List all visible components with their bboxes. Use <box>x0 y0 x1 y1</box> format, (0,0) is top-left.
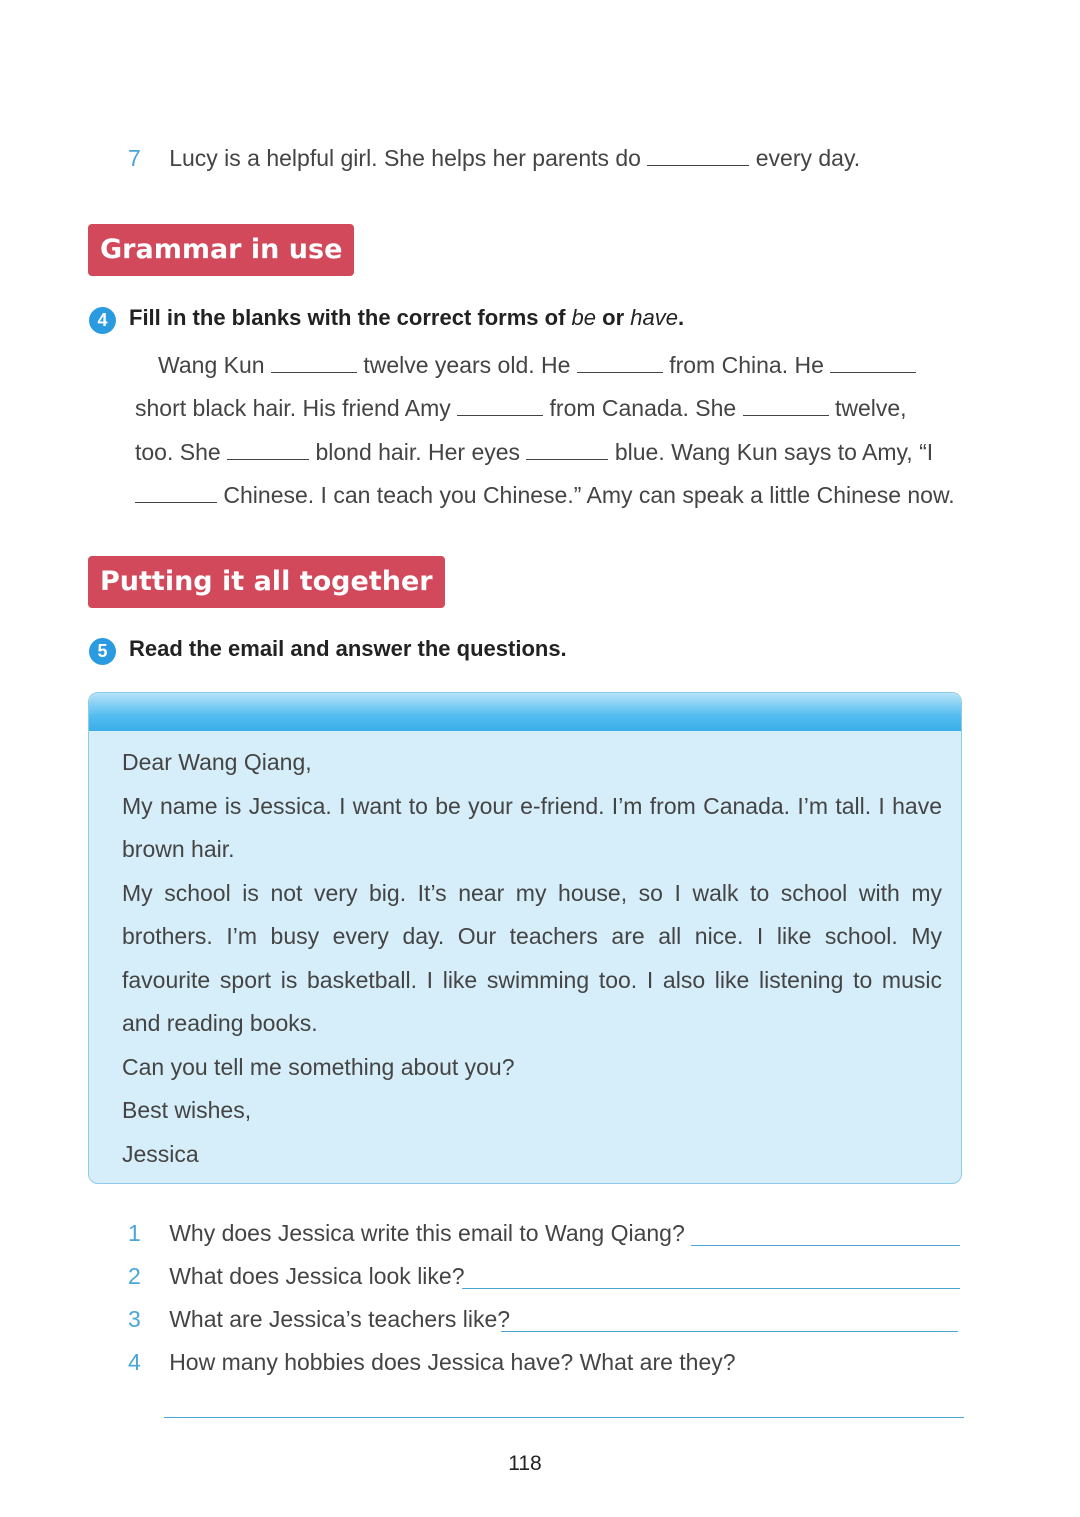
exercise-instruction: Read the email and answer the questions. <box>129 636 567 661</box>
email-paragraph: My name is Jessica. I want to be your e-friend. I’m from Canada. I’m tall. I have brown hair. <box>122 792 942 862</box>
passage-text: from China. He <box>669 352 824 378</box>
question-number: 2 <box>128 1263 141 1289</box>
passage-text: Chinese. I can teach you Chinese.” Amy can speak a little Chinese now. <box>223 482 955 508</box>
passage-text: from Canada. She <box>549 395 737 421</box>
question-text: What does Jessica look like? <box>169 1263 465 1289</box>
email-header-bar <box>89 693 961 731</box>
answer-line[interactable] <box>462 1287 960 1289</box>
passage-text: blond hair. Her eyes <box>315 439 521 465</box>
passage-text: blue. Wang Kun says to Amy, “I <box>614 439 934 465</box>
question-number: 4 <box>128 1349 141 1375</box>
passage-text: twelve years old. He <box>363 352 571 378</box>
section-tag-putting-together: Putting it all together <box>88 556 445 608</box>
answer-line[interactable] <box>691 1244 960 1246</box>
answer-blank[interactable] <box>526 458 608 460</box>
email-paragraph: My school is not very big. It’s near my house, so I walk to school with my brothers. I’m busy every day. Our teachers are all nice. I like school. My favourite sport is basketball. I like swimming too. I also like listening to music and reading books. <box>122 879 942 1036</box>
item-number: 7 <box>128 145 141 171</box>
instruction-text: Fill in the blanks with the correct forms of <box>129 305 566 330</box>
word-or: or <box>602 305 625 330</box>
passage-line-2 <box>135 395 907 422</box>
passage-line-3 <box>135 439 933 466</box>
passage-text: short black hair. His friend Amy <box>135 395 451 421</box>
email-signature: Jessica <box>122 1140 199 1167</box>
question-1 <box>128 1220 685 1247</box>
answer-line[interactable] <box>501 1330 958 1332</box>
item-7 <box>128 145 860 172</box>
answer-blank[interactable] <box>577 371 663 373</box>
answer-blank[interactable] <box>271 371 357 373</box>
question-number: 1 <box>128 1220 141 1246</box>
question-text: Why does Jessica write this email to Wang Qiang? <box>169 1220 685 1246</box>
question-3 <box>128 1306 510 1333</box>
passage-text: twelve, <box>834 395 907 421</box>
item-text-before: Lucy is a helpful girl. She helps her parents do <box>169 145 641 171</box>
email-closing: Best wishes, <box>122 1097 252 1123</box>
section-tag-grammar: Grammar in use <box>88 224 354 276</box>
page-number: 118 <box>508 1452 542 1475</box>
question-text: What are Jessica’s teachers like? <box>169 1306 511 1332</box>
answer-blank[interactable] <box>135 501 217 503</box>
passage-line-4 <box>135 482 955 509</box>
passage-line-1 <box>158 352 916 379</box>
exercise-instruction <box>129 305 684 331</box>
question-number: 3 <box>128 1306 141 1332</box>
exercise-number-badge: 4 <box>89 307 116 334</box>
answer-blank[interactable] <box>743 414 829 416</box>
email-greeting: Dear Wang Qiang, <box>122 749 312 775</box>
passage-text: Wang Kun <box>158 352 265 378</box>
item-text-after: every day. <box>755 145 861 171</box>
word-be: be <box>571 305 596 330</box>
exercise-number-badge: 5 <box>89 638 116 665</box>
question-4 <box>128 1349 736 1376</box>
period: . <box>677 305 685 330</box>
answer-blank[interactable] <box>830 371 916 373</box>
question-text: How many hobbies does Jessica have? What are they? <box>169 1349 736 1375</box>
email-paragraph: Can you tell me something about you? <box>122 1053 515 1080</box>
email-body <box>122 741 942 1176</box>
email-box <box>88 692 962 1184</box>
passage-text: too. She <box>135 439 221 465</box>
answer-blank[interactable] <box>647 164 749 166</box>
answer-line[interactable] <box>164 1416 964 1418</box>
answer-blank[interactable] <box>457 414 543 416</box>
word-have: have <box>630 305 678 330</box>
question-2 <box>128 1263 465 1290</box>
answer-blank[interactable] <box>227 458 309 460</box>
